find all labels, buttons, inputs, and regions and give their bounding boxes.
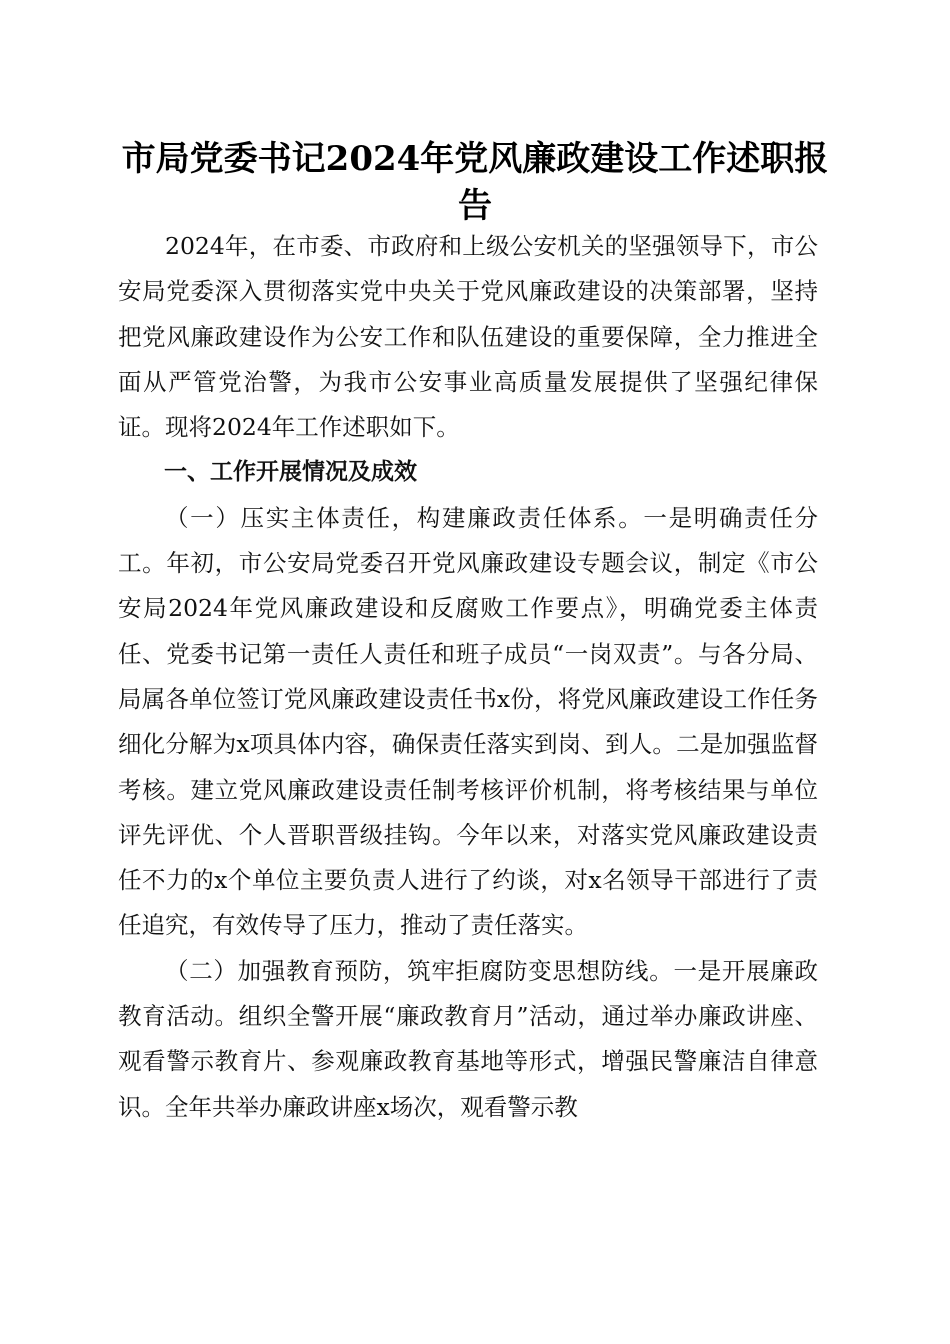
paragraph-responsibility: （一）压实主体责任，构建廉政责任体系。一是明确责任分工。年初，市公安局党委召开党风廉政建设专题会议，制定《市公安局2024年党风廉政建设和反腐败工作要点》，明确党委主体责任、党委书记第一责任人责任和班子成员“一岗双责”。与各分局、局属各单位签订党风廉政建设责任书x份，将党风廉政建设工作任务细化分解为x项具体内容，确保责任落实到岗、到人。二是加强监督考核。建立党风廉政建设责任制考核评价机制，将考核结果与单位评先评优、个人晋职晋级挂钩。今年以来，对落实党风廉政建设责任不力的x个单位主要负责人进行了约谈，对x名领导干部进行了责任追究，有效传导了压力，推动了责任落实。 xyxy=(118,503,818,940)
section-heading: 一、工作开展情况及成效 xyxy=(164,459,417,486)
paragraph-education: （二）加强教育预防，筑牢拒腐防变思想防线。一是开展廉政教育活动。组织全警开展“廉政教育月”活动，通过举办廉政讲座、观看警示教育片、参观廉政教育基地等形式，增强民警廉洁自律意识。全年共举办廉政讲座x场次，观看警示教 xyxy=(118,956,818,1121)
intro-paragraph: 2024年，在市委、市政府和上级公安机关的坚强领导下，市公安局党委深入贯彻落实党中央关于党风廉政建设的决策部署，坚持把党风廉政建设作为公安工作和队伍建设的重要保障，全力推进全面从严管党治警，为我市公安事业高质量发展提供了坚强纪律保证。现将2024年工作述职如下。 xyxy=(118,232,818,442)
document-body xyxy=(118,224,818,1130)
document-title: 市局党委书记2024年党风廉政建设工作述职报告 xyxy=(121,139,829,226)
